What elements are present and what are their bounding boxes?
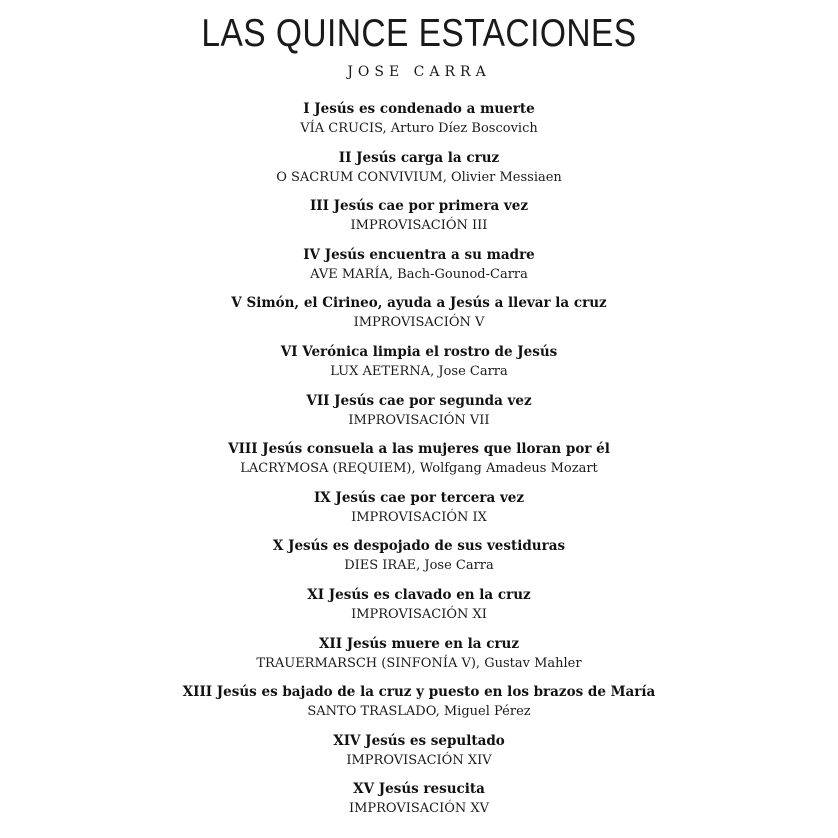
- station-name: IX Jesús cae por tercera vez: [313, 489, 525, 506]
- station-piece: IMPROVISACIÓN XV: [348, 801, 490, 817]
- page-title: LAS QUINCE ESTACIONES: [201, 12, 637, 55]
- station-piece: DIES IRAE, Jose Carra: [344, 558, 494, 574]
- station-piece: TRAUERMARSCH (SINFONÍA V), Gustav Mahler: [256, 655, 582, 671]
- station-item: [0, 390, 838, 439]
- station-name: I Jesús es condenado a muerte: [303, 101, 535, 117]
- station-item: [0, 730, 838, 779]
- station-name: XI Jesús es clavado en la cruz: [307, 586, 531, 603]
- station-item: [0, 98, 838, 147]
- stations-list: [0, 98, 838, 827]
- station-item: [0, 438, 838, 487]
- station-name: XII Jesús muere en la cruz: [318, 635, 520, 652]
- station-piece: AVE MARÍA, Bach-Gounod-Carra: [310, 266, 528, 282]
- station-item: [0, 535, 838, 584]
- station-item: [0, 681, 838, 730]
- station-name: IV Jesús encuentra a su madre: [303, 246, 535, 263]
- station-name: XIII Jesús es bajado de la cruz y puesto en los brazos de María: [182, 684, 656, 701]
- station-name: V Simón, el Cirineo, ayuda a Jesús a llevar la cruz: [231, 295, 607, 312]
- station-item: [0, 195, 838, 244]
- station-item: [0, 341, 838, 390]
- station-piece: LUX AETERNA, Jose Carra: [330, 363, 508, 379]
- station-piece: IMPROVISACIÓN XI: [351, 606, 487, 622]
- station-name: XIV Jesús es sepultado: [333, 732, 505, 749]
- station-piece: IMPROVISACIÓN IX: [351, 509, 487, 525]
- station-piece: IMPROVISACIÓN XIV: [346, 752, 492, 768]
- station-name: VIII Jesús consuela a las mujeres que lloran por él: [228, 441, 610, 458]
- station-name: XV Jesús resucita: [353, 781, 485, 798]
- station-item: [0, 633, 838, 682]
- station-item: [0, 584, 838, 633]
- station-item: [0, 487, 838, 536]
- station-item: [0, 778, 838, 827]
- station-piece: O SACRUM CONVIVIUM, Olivier Messiaen: [276, 169, 562, 185]
- station-piece: IMPROVISACIÓN III: [350, 218, 488, 234]
- station-name: VII Jesús cae por segunda vez: [306, 392, 532, 409]
- station-name: II Jesús carga la cruz: [338, 149, 500, 166]
- station-piece: LACRYMOSA (REQUIEM), Wolfgang Amadeus Mozart: [240, 461, 598, 477]
- station-piece: IMPROVISACIÓN V: [353, 315, 485, 331]
- author-name: JOSE CARRA: [347, 64, 491, 80]
- station-piece: VÍA CRUCIS, Arturo Díez Boscovich: [300, 121, 538, 136]
- station-piece: IMPROVISACIÓN VII: [348, 412, 490, 428]
- station-item: [0, 147, 838, 196]
- station-item: [0, 244, 838, 293]
- station-name: VI Verónica limpia el rostro de Jesús: [280, 343, 558, 360]
- station-piece: SANTO TRASLADO, Miguel Pérez: [307, 704, 531, 720]
- station-item: [0, 292, 838, 341]
- station-name: X Jesús es despojado de sus vestiduras: [272, 538, 566, 555]
- station-name: III Jesús cae por primera vez: [309, 198, 529, 215]
